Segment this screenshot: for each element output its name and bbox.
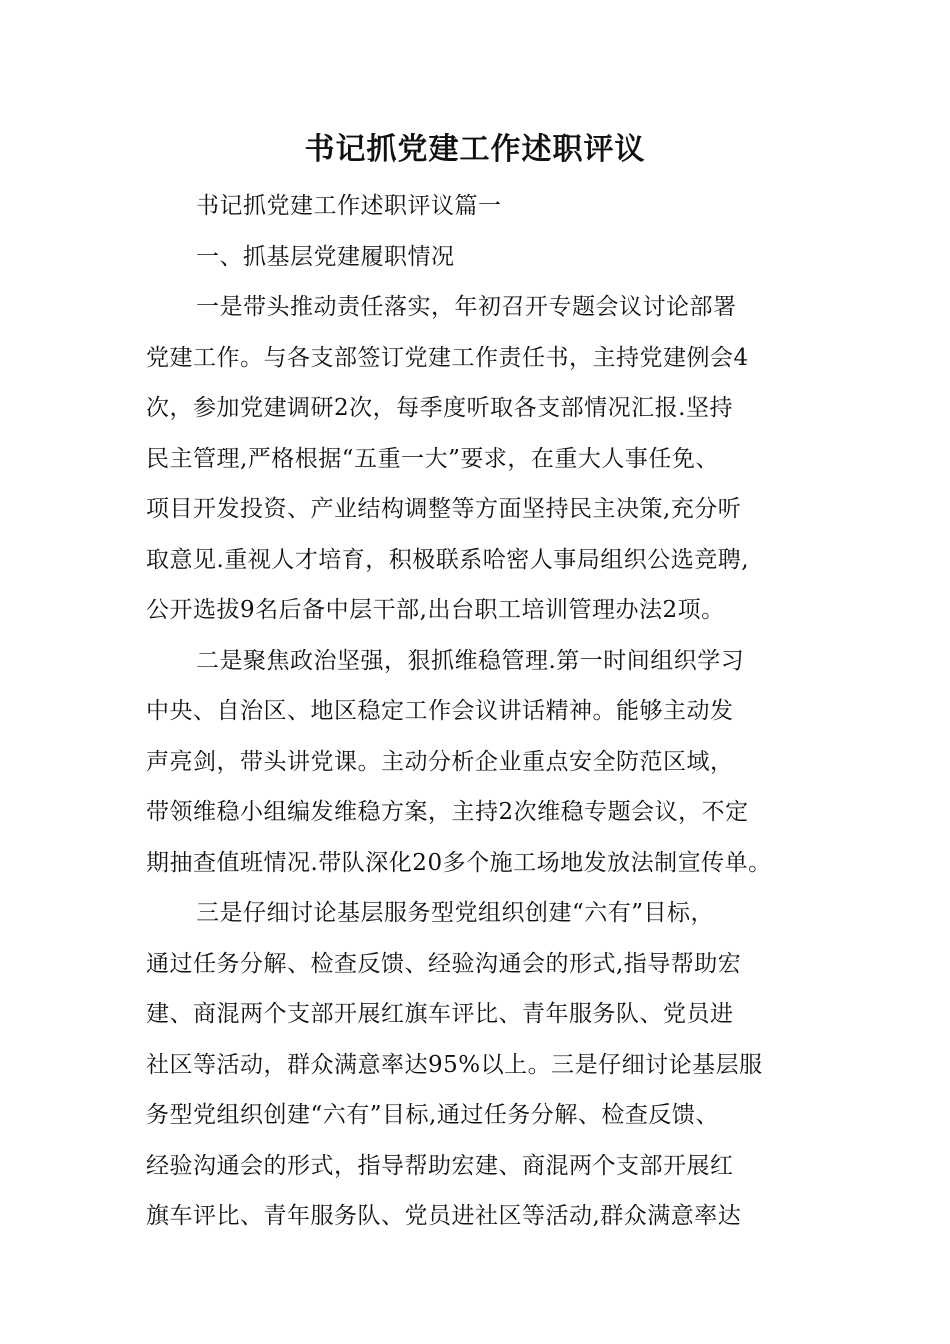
section-heading: 书记抓党建工作述职评议篇一 — [196, 193, 502, 219]
paragraph-line: 项目开发投资、产业结构调整等方面坚持民主决策,充分听 — [146, 496, 742, 522]
paragraph-line: 带领维稳小组编发维稳方案，主持2次维稳专题会议，不定 — [146, 799, 749, 825]
paragraph-line: 党建工作。与各支部签订党建工作责任书，主持党建例会4 — [146, 344, 749, 371]
paragraph-line: 次，参加党建调研2次，每季度听取各支部情况汇报.坚持 — [146, 395, 733, 421]
paragraph-line: 期抽查值班情况.带队深化20多个施工场地发放法制宣传单。 — [146, 849, 772, 876]
paragraph-line: 民主管理,严格根据“五重一大”要求，在重大人事任免、 — [146, 445, 719, 472]
paragraph-line: 取意见.重视人才培育，积极联系哈密人事局组织公选竞聘, — [146, 546, 750, 573]
paragraph-line: 经验沟通会的形式，指导帮助宏建、商混两个支部开展红 — [146, 1152, 734, 1179]
paragraph-line: 社区等活动，群众满意率达95%以上。三是仔细讨论基层服 — [146, 1051, 763, 1078]
subsection-heading: 一、抓基层党建履职情况 — [196, 243, 455, 270]
paragraph-line: 旗车评比、青年服务队、党员进社区等活动,群众满意率达 — [146, 1203, 742, 1229]
paragraph-line: 三是仔细讨论基层服务型党组织创建“六有”目标， — [196, 900, 715, 926]
paragraph-line: 声亮剑，带头讲党课。主动分析企业重点安全防范区域， — [146, 748, 734, 775]
paragraph-line: 通过任务分解、检查反馈、经验沟通会的形式,指导帮助宏 — [146, 950, 742, 977]
document-body — [146, 181, 826, 1242]
paragraph-line: 务型党组织创建“六有”目标,通过任务分解、检查反馈、 — [146, 1102, 719, 1128]
paragraph-line: 公开选拔9名后备中层干部,出台职工培训管理办法2项。 — [146, 597, 725, 623]
paragraph-line: 建、商混两个支部开展红旗车评比、青年服务队、党员进 — [146, 1001, 734, 1027]
paragraph-line: 一是带头推动责任落实，年初召开专题会议讨论部署 — [196, 294, 737, 320]
paragraph-line: 中央、自治区、地区稳定工作会议讲话精神。能够主动发 — [146, 698, 734, 724]
paragraph-line: 二是聚焦政治坚强，狠抓维稳管理.第一时间组织学习 — [196, 647, 745, 674]
document-title: 书记抓党建工作述职评议 — [304, 132, 646, 167]
